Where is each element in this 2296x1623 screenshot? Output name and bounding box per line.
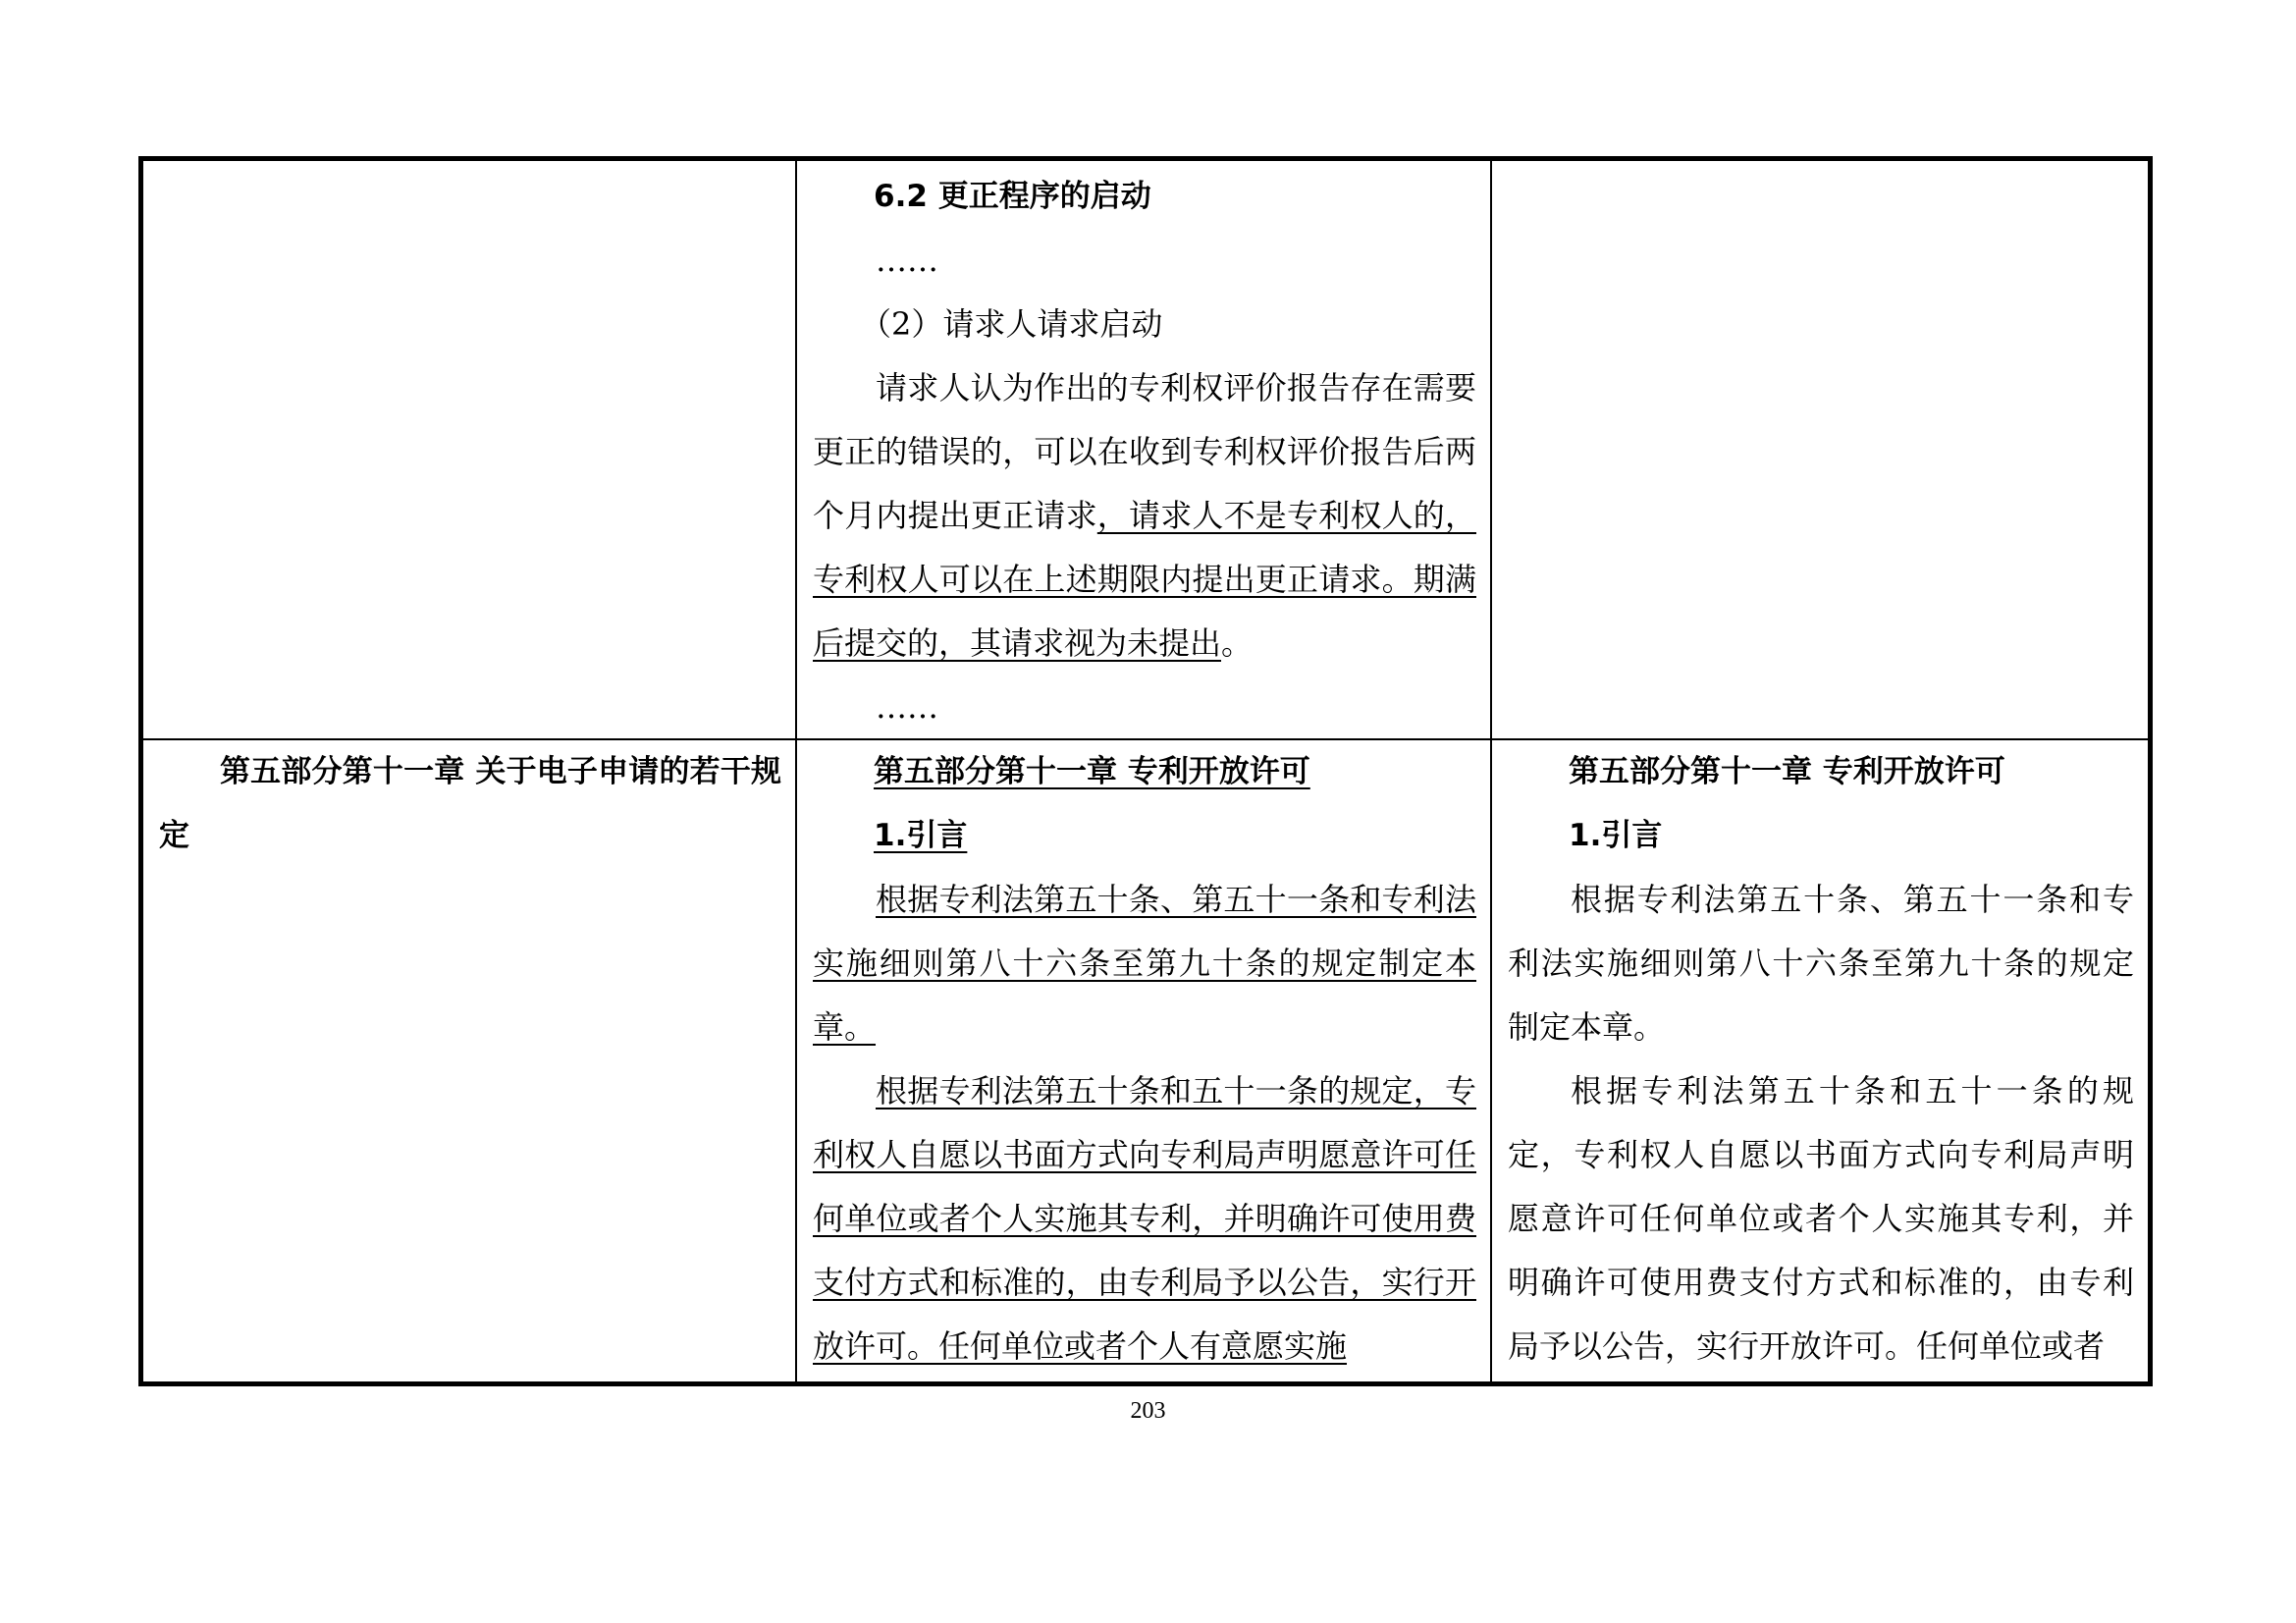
section-heading: 第五部分第十一章 关于电子申请的若干规定 (159, 754, 781, 853)
underlined-heading-text: 第五部分第十一章 专利开放许可 (874, 754, 1310, 789)
subheading: （2）请求人请求启动 (860, 305, 1163, 343)
table-cell-r1-c2 (797, 161, 1492, 740)
underlined-subheading-text: 1.引言 (874, 818, 968, 853)
section-heading: 6.2 更正程序的启动 (874, 179, 1151, 214)
subheading (813, 804, 1476, 868)
ellipsis: …… (876, 242, 938, 279)
paragraph (813, 1059, 1476, 1379)
ellipsis: …… (876, 688, 938, 726)
underlined-revision-text: ，请求人不是专利权人的，专利权人可以在上述期限内提出更正请求。期满后提交的，其请求视为未提出 (813, 497, 1476, 662)
paragraph (813, 868, 1476, 1059)
paragraph: 根据专利法第五十条和五十一条的规定，专利权人自愿以书面方式向专利局声明愿意许可任何单位或者个人实施其专利，并明确许可使用费支付方式和标准的，由专利局予以公告，实行开放许可。任何单位或者 (1508, 1072, 2134, 1365)
table-cell-r1-c1 (143, 161, 797, 740)
paragraph (813, 356, 1476, 676)
comparison-table (138, 156, 2153, 1386)
table-cell-r1-c3 (1492, 161, 2148, 740)
table-cell-r2-c3 (1492, 740, 2148, 1381)
subheading: 1.引言 (1569, 818, 1663, 853)
page-number: 203 (1130, 1398, 1166, 1424)
paragraph: 根据专利法第五十条、第五十一条和专利法实施细则第八十六条至第九十条的规定制定本章。 (1508, 881, 2134, 1046)
underlined-paragraph-text: 根据专利法第五十条和五十一条的规定，专利权人自愿以书面方式向专利局声明愿意许可任何单位或者个人实施其专利，并明确许可使用费支付方式和标准的，由专利局予以公告，实行开放许可。任何单位或者个人有意愿实施 (813, 1072, 1476, 1365)
section-heading (813, 740, 1476, 804)
paragraph-end-punctuation: 。 (1221, 624, 1254, 662)
section-heading: 第五部分第十一章 专利开放许可 (1569, 754, 2005, 789)
underlined-paragraph-text: 根据专利法第五十条、第五十一条和专利法实施细则第八十六条至第九十条的规定制定本章。 (813, 881, 1476, 1046)
table-cell-r2-c1 (143, 740, 797, 1381)
table-cell-r2-c2 (797, 740, 1492, 1381)
paragraph-plain-text: 请求人认为作出的专利权评价报告存在需要更正的错误的，可以在收到专利权评价报告后两个月内提出更正请求 (813, 369, 1476, 534)
